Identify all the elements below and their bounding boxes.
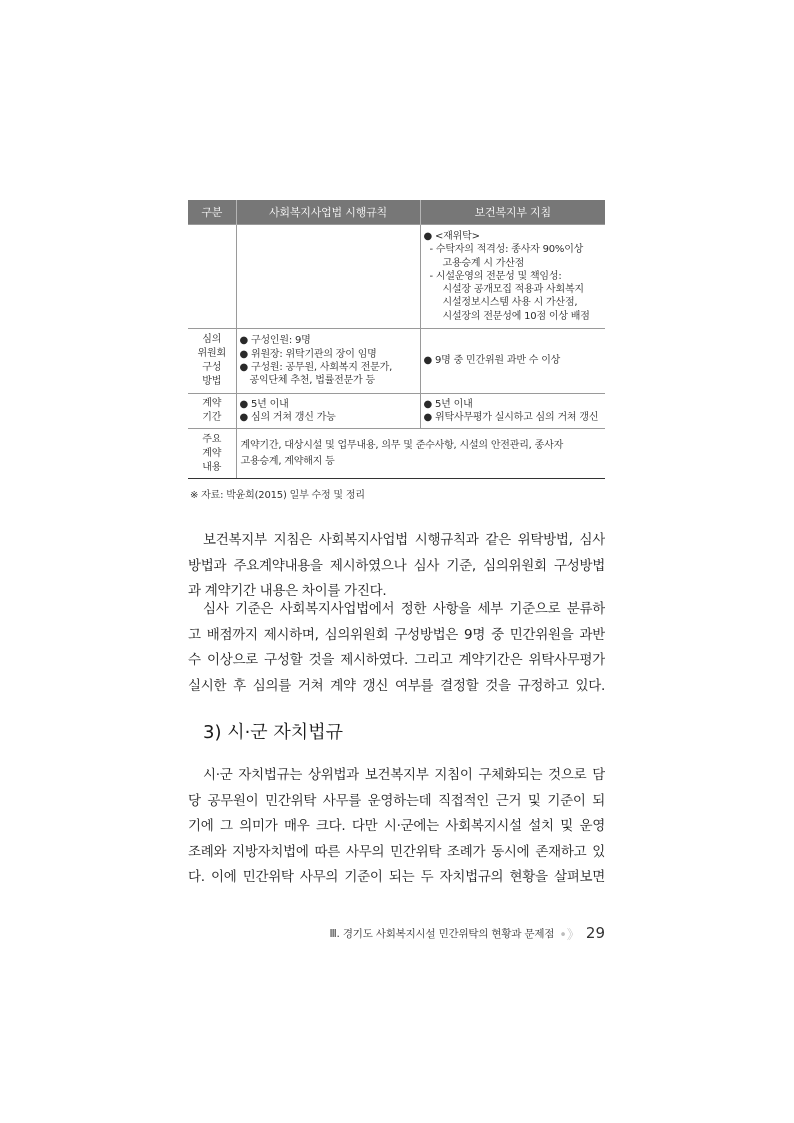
- text-line: 방법과 주요계약내용을 제시하였으나 심사 기준, 심의위원회 구성방법: [188, 557, 605, 574]
- text-line: 조례와 지방자치법에 따른 사무의 민간위탁 조례가 동시에 존재하고 있: [188, 843, 605, 860]
- body-paragraph: [188, 763, 605, 891]
- table-row: [188, 429, 605, 479]
- category-line: 주요: [202, 433, 222, 445]
- content-line: 계약기간, 대상시설 및 업무내용, 의무 및 준수사항, 시설의 안전관리, 종사자: [240, 439, 564, 451]
- continuation-line: 시설장 공개모집 적용과 사회복지: [442, 284, 584, 296]
- text-line: 다. 이에 민간위탁 사무의 기준이 되는 두 자치법규의 현황을 살펴보면: [188, 869, 605, 885]
- table-row: [188, 225, 605, 329]
- category-cell: [188, 225, 236, 329]
- category-line: 방법: [202, 376, 222, 387]
- category-line: 계약: [202, 447, 222, 459]
- guideline-cell: [420, 329, 605, 394]
- guideline-cell: [420, 225, 605, 329]
- table-row: [188, 394, 605, 429]
- header-ministry-guideline: 보건복지부 지침: [420, 200, 605, 225]
- page-number: 29: [585, 924, 605, 942]
- continuation-line: 고용승계 시 가산점: [442, 257, 525, 269]
- rule-cell: [236, 329, 420, 394]
- bullet-line: ● 5년 이내: [423, 398, 473, 410]
- category-cell: [188, 429, 236, 479]
- continuation-line: 공익단체 추천, 법률전문가 등: [249, 375, 375, 387]
- text-line: 당 공무원이 민간위탁 사무를 운영하는데 직접적인 근거 및 기준이 되: [188, 792, 605, 809]
- table-header-row: [188, 200, 605, 225]
- text-line: 시·군 자치법규는 상위법과 보건복지부 지침이 구체화되는 것으로 담: [203, 767, 605, 783]
- bullet-line: ● 심의 거쳐 갱신 가능: [239, 412, 336, 423]
- header-category: 구분: [188, 200, 236, 225]
- text-line: 심사 기준은 사회복지사업법에서 정한 사항을 세부 기준으로 분류하: [203, 601, 605, 617]
- header-enforcement-rule: 사회복지사업법 시행규칙: [236, 200, 420, 225]
- guideline-cell: [420, 394, 605, 429]
- bullet-line: ● 9명 중 민간위원 과반 수 이상: [423, 355, 561, 367]
- bullet-line: ● <재위탁>: [423, 230, 480, 242]
- category-line: 기간: [202, 412, 222, 423]
- text-line: 수 이상으로 구성할 것을 제시하였다. 그리고 계약기간은 위탁사무평가: [188, 652, 605, 668]
- category-cell: [188, 329, 236, 394]
- rule-cell: [236, 225, 420, 329]
- dash-line: - 수탁자의 적격성: 종사자 90%이상: [429, 244, 584, 256]
- rule-cell: [236, 394, 420, 429]
- category-line: 내용: [202, 461, 222, 473]
- category-line: 위원회: [197, 348, 226, 359]
- bullet-line: ● 구성인원: 9명: [239, 335, 311, 347]
- page-footer: [330, 922, 606, 944]
- chapter-title: Ⅲ. 경기도 사회복지시설 민간위탁의 현황과 문제점: [329, 927, 555, 940]
- category-cell: [188, 394, 236, 429]
- table-row: [188, 329, 605, 394]
- body-paragraph: [188, 597, 605, 699]
- bullet-line: ● 위원장: 위탁기관의 장이 임명: [239, 348, 377, 360]
- dash-line: - 시설운영의 전문성 및 책임성:: [429, 270, 562, 282]
- text-line: 과 계약기간 내용은 차이를 가진다.: [188, 583, 387, 599]
- continuation-line: 시설장의 전문성에 10점 이상 배점: [442, 310, 590, 322]
- content-line: 고용승계, 계약해지 등: [240, 455, 335, 467]
- continuation-line: 시설정보시스템 사용 시 가산점,: [442, 297, 578, 309]
- section-heading: 3) 시·군 자치법규: [203, 722, 343, 743]
- text-line: 보건복지부 지침은 사회복지사업법 시행규칙과 같은 위탁방법, 심사: [203, 532, 605, 548]
- comparison-table: [188, 200, 605, 479]
- text-line: 기에 그 의미가 매우 크다. 다만 시·군에는 사회복지시설 설치 및 운영: [188, 818, 605, 834]
- category-line: 심의: [202, 334, 222, 345]
- source-note: ※ 자료: 박윤희(2015) 일부 수정 및 정리: [190, 490, 365, 501]
- text-line: 고 배점까지 제시하며, 심의위원회 구성방법은 9명 중 민간위원을 과반: [188, 626, 605, 643]
- body-paragraph: [188, 528, 605, 605]
- bullet-line: ● 5년 이내: [239, 398, 289, 410]
- merged-contract-content-cell: [236, 429, 605, 479]
- bullet-line: ● 구성원: 공무원, 사회복지 전문가,: [239, 362, 393, 373]
- category-line: 구성: [202, 362, 222, 373]
- text-line: 실시한 후 심의를 거쳐 계약 갱신 여부를 결정할 것을 규정하고 있다.: [188, 677, 605, 694]
- category-line: 계약: [202, 398, 222, 409]
- chevron-arrow-icon: •》: [559, 927, 580, 943]
- bullet-line: ● 위탁사무평가 실시하고 심의 거쳐 갱신: [423, 412, 599, 423]
